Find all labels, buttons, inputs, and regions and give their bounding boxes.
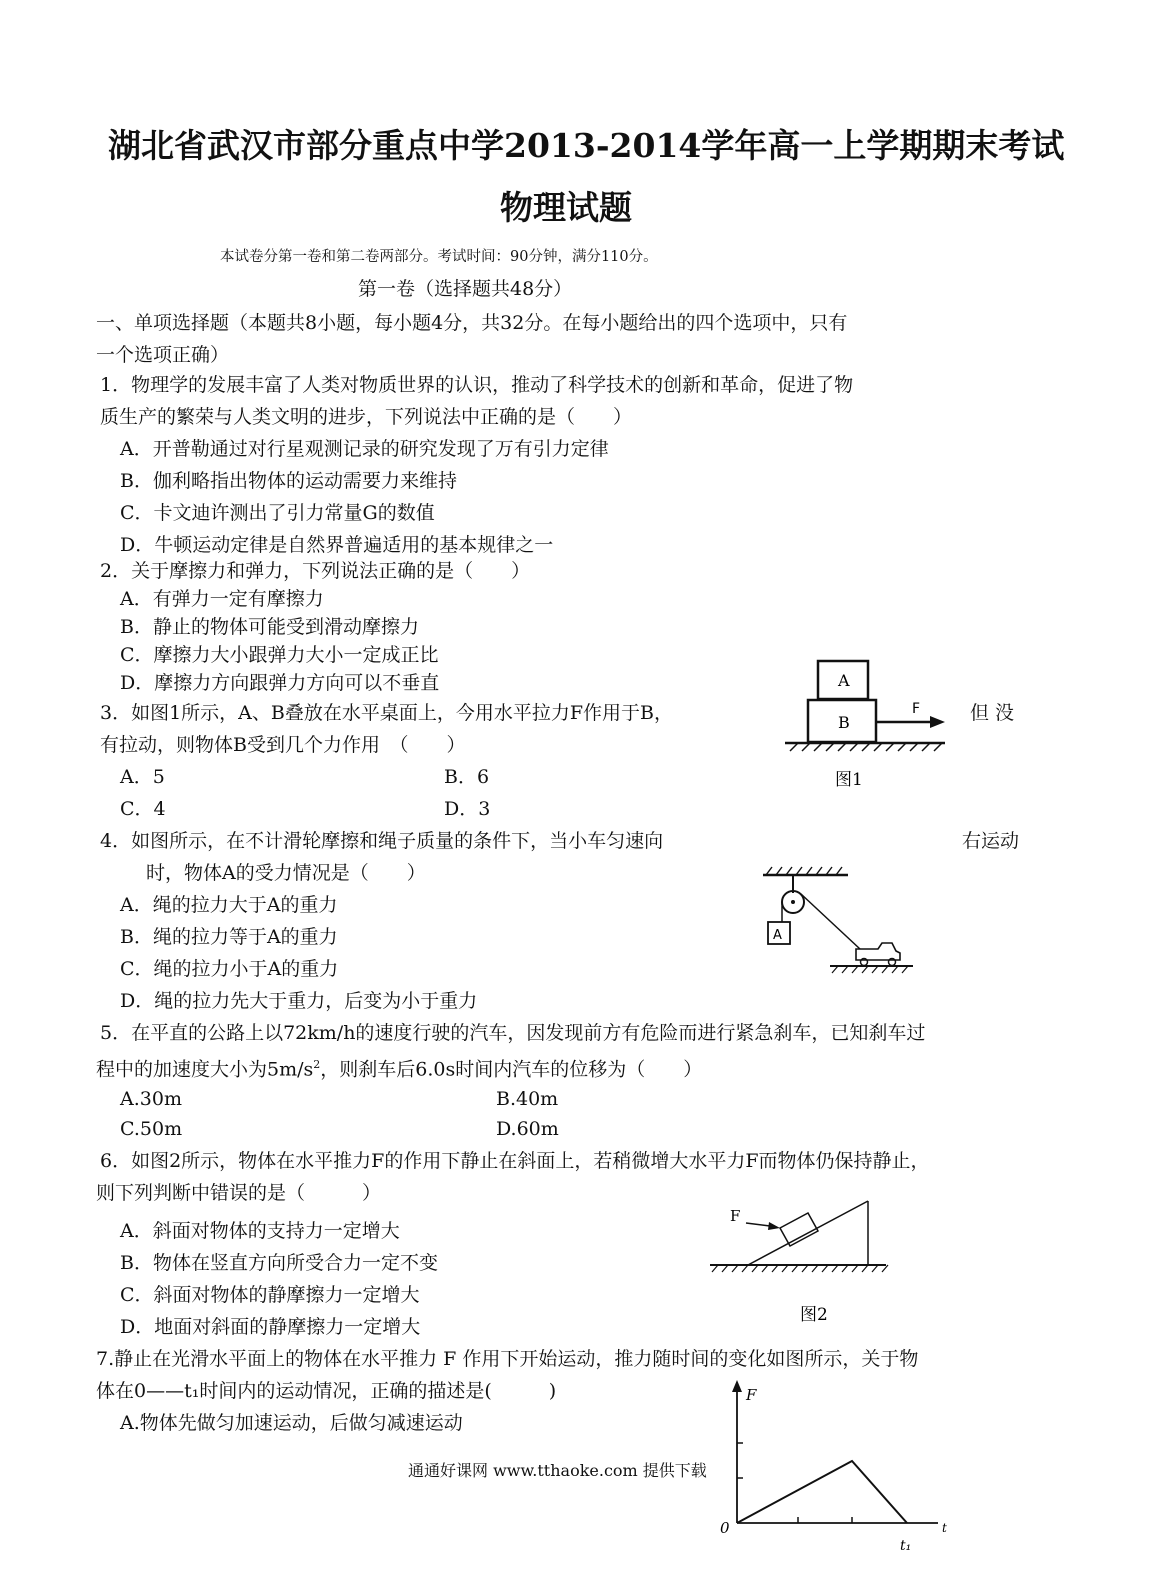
option-item: B．静止的物体可能受到滑动摩擦力 [120,616,419,638]
figure-caption: 图2 [800,1305,828,1325]
option-item: B．伽利略指出物体的运动需要力来维持 [120,470,457,492]
block-b-label: B [838,713,850,732]
figure-1-blocks [780,655,960,795]
option-item: B.40m [496,1088,559,1110]
question-stem: 质生产的繁荣与人类文明的进步，下列说法中正确的是（ ） [100,406,633,428]
figure-pulley-car [758,865,918,980]
option-item: A．5 [120,766,165,788]
question-stem: 体在0——t₁时间内的运动情况，正确的描述是( ) [96,1380,557,1402]
y-axis-label: F [746,1386,757,1404]
option-item: C．卡文迪许测出了引力常量G的数值 [120,502,435,524]
option-item: C．斜面对物体的静摩擦力一定增大 [120,1284,420,1306]
option-item: C．4 [120,798,166,820]
option-item: A．开普勒通过对行星观测记录的研究发现了万有引力定律 [120,438,609,460]
t1-label: t₁ [900,1538,912,1554]
question-stem: 3．如图1所示，A、B叠放在水平桌面上，今用水平拉力F作用于B， [100,702,674,724]
question-stem-tail: 但 没 [970,702,1015,724]
question-stem-tail: 右运动 [962,830,1020,852]
question-stem: 有拉动，则物体B受到几个力作用 （ ） [100,734,466,756]
option-item: C．摩擦力大小跟弹力大小一定成正比 [120,644,439,666]
figure-force-time-graph [712,1378,962,1588]
option-item: D.60m [496,1118,559,1140]
option-item: C.50m [120,1118,183,1140]
block-a-label: A [773,928,782,943]
option-item: D．地面对斜面的静摩擦力一定增大 [120,1316,421,1338]
option-item: D．摩擦力方向跟弹力方向可以不垂直 [120,672,440,694]
part-heading: 第一卷（选择题共48分） [358,278,573,300]
figure-2-incline [708,1195,898,1335]
exam-note: 本试卷分第一卷和第二卷两部分。考试时间：90分钟，满分110分。 [220,249,658,265]
option-item: D．牛顿运动定律是自然界普遍适用的基本规律之一 [120,534,554,556]
option-item: A．绳的拉力大于A的重力 [120,894,338,916]
x-axis-label: t [942,1521,947,1535]
question-stem: 1．物理学的发展丰富了人类对物质世界的认识，推动了科学技术的创新和革命，促进了物 [100,374,854,396]
question-stem: 2．关于摩擦力和弹力，下列说法正确的是（ ） [100,560,531,582]
option-item: B．6 [444,766,490,788]
option-item: D．绳的拉力先大于重力，后变为小于重力 [120,990,478,1012]
section-heading: 一、单项选择题（本题共8小题，每小题4分，共32分。在每小题给出的四个选项中，只有 [96,312,848,334]
question-stem: 则下列判断中错误的是（ ） [96,1182,382,1204]
question-stem: 程中的加速度大小为$5m/s^2$，则刹车后6.0s时间内汽车的位移为（ ） [96,1058,703,1081]
figure-caption: 图1 [835,770,863,790]
option-item: A.物体先做匀加速运动，后做匀减速运动 [120,1412,463,1434]
block-a-label: A [838,671,850,690]
question-stem: 4．如图所示，在不计滑轮摩擦和绳子质量的条件下，当小车匀速向 [100,830,664,852]
option-item: D．3 [444,798,491,820]
option-item: A．斜面对物体的支持力一定增大 [120,1220,400,1242]
question-stem: 7.静止在光滑水平面上的物体在水平推力 F 作用下开始运动，推力随时间的变化如图所示，关于物 [96,1348,919,1370]
question-stem: 5．在平直的公路上以72km/h的速度行驶的汽车，因发现前方有危险而进行紧急刹车，已知刹车过 [100,1022,926,1044]
option-item: A．有弹力一定有摩擦力 [120,588,324,610]
option-item: B．绳的拉力等于A的重力 [120,926,338,948]
force-f-label: F [912,701,921,717]
question-stem: 时，物体A的受力情况是（ ） [146,862,426,884]
option-item: B．物体在竖直方向所受合力一定不变 [120,1252,438,1274]
force-f-label: F [730,1207,741,1225]
footer-text: 通通好课网 www.tthaoke.com 提供下载 [408,1461,707,1480]
option-item: C．绳的拉力小于A的重力 [120,958,339,980]
option-item: A.30m [120,1088,182,1110]
page-title: 湖北省武汉市部分重点中学2013-2014学年高一上学期期末考试 [108,126,1065,165]
page-subtitle: 物理试题 [500,188,632,227]
question-stem: 6．如图2所示，物体在水平推力F的作用下静止在斜面上，若稍微增大水平力F而物体仍保持静止， [100,1150,930,1172]
section-heading-cont: 一个选项正确） [96,344,230,366]
origin-label: 0 [720,1519,730,1537]
